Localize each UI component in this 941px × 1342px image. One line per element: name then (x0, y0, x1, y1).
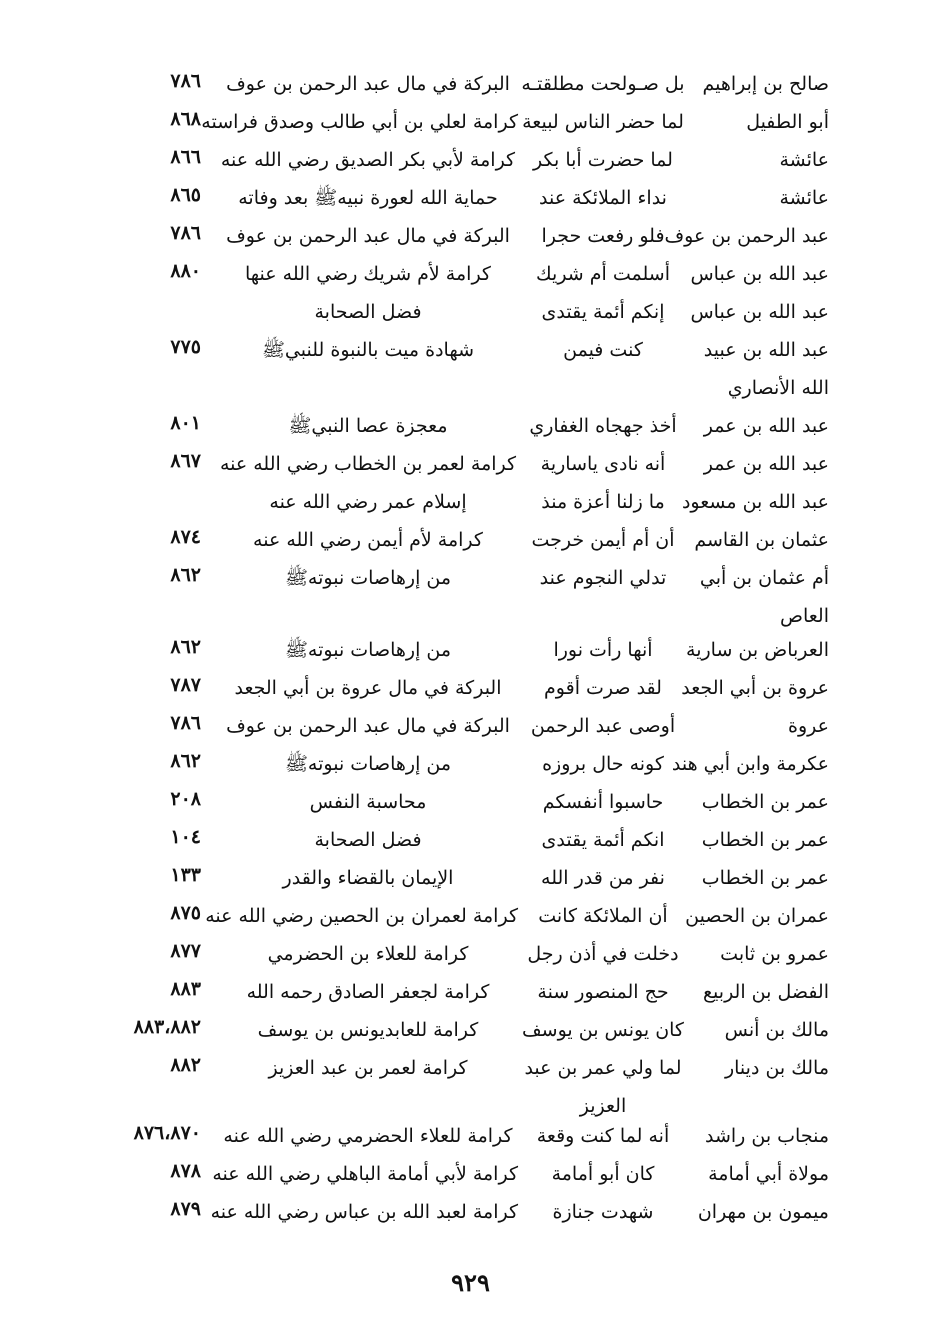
hadith-opening: أسلمت أم شريك (536, 263, 670, 285)
topic-title: كرامة لجعفر الصادق رحمه الله (246, 981, 490, 1003)
index-row (0, 104, 941, 141)
hadith-opening: كان أبو أمامة (551, 1163, 655, 1185)
topic-title: فضل الصحابة (314, 301, 422, 323)
index-row (0, 1194, 941, 1231)
topic-title: البركة في مال عبد الرحمن بن عوف (226, 73, 510, 95)
topic-title: كرامة لعبد الله بن عباس رضي الله عنه (210, 1201, 518, 1223)
hadith-opening: انكم أئمة يقتدى (541, 829, 665, 851)
narrator-name: مالك بن دينار (724, 1057, 829, 1079)
narrator-name: عبد الله بن عباس (690, 263, 829, 285)
index-row (0, 142, 941, 179)
narrator-name: عبد الله بن عمر (703, 453, 829, 475)
topic-title: محاسبة النفس (309, 791, 427, 813)
page-refs: ٨٨٠ (170, 260, 201, 282)
topic-title: الإيمان بالقضاء والقدر (282, 867, 454, 889)
narrator-name: أبو الطفيل (746, 111, 829, 133)
topic-title: كرامة لأم أيمن رضي الله عنه (253, 529, 483, 551)
topic-title: البركة في مال عبد الرحمن بن عوف (226, 225, 510, 247)
narrator-name: عبد الله بن عباس (690, 301, 829, 323)
narrator-name: الفضل بن الربيع (702, 981, 829, 1003)
narrator-name: عثمان بن القاسم (694, 529, 829, 551)
narrator-name: عمر بن الخطاب (701, 791, 829, 813)
page-refs: ٨٠١ (170, 412, 201, 434)
narrator-name: عكرمة وابن أبي هند (671, 753, 829, 775)
index-row (0, 822, 941, 859)
hadith-opening: حاسبوا أنفسكم (542, 791, 664, 813)
topic-title: البركة في مال عبد الرحمن بن عوف (226, 715, 510, 737)
narrator-name: صالح بن إبراهيم (702, 73, 829, 95)
page-refs: ٨٦٧ (170, 450, 201, 472)
index-row (0, 1156, 941, 1193)
index-row (0, 66, 941, 103)
index-row (0, 784, 941, 821)
hadith-opening: فلو رفعت حجرا (541, 225, 665, 247)
topic-title: كرامة لأم شريك رضي الله عنها (245, 263, 491, 285)
narrator-name: عمران بن الحصين (685, 905, 829, 927)
index-row (0, 860, 941, 897)
topic-title: من إرهاصات نبوتهﷺ (284, 639, 452, 661)
index-row (0, 408, 941, 445)
narrator-name: عائشة (779, 149, 829, 171)
page-refs: ٧٨٦ (170, 222, 201, 244)
narrator-name: عبد الله بن مسعود (681, 491, 829, 513)
index-row (0, 974, 941, 1011)
narrator-name: عروة بن أبي الجعد (681, 677, 829, 699)
index-row (0, 370, 941, 407)
page-refs: ٨٨٢ (170, 1054, 201, 1076)
page-refs: ٨٦٨ (170, 108, 201, 130)
index-row (0, 560, 941, 597)
index-row (0, 746, 941, 783)
hadith-opening: ما زلنا أعزة منذ (541, 491, 665, 513)
page-refs: ٧٨٧ (170, 674, 201, 696)
narrator-name: عمر بن الخطاب (701, 867, 829, 889)
narrator-name: منجاب بن راشد (704, 1125, 829, 1147)
index-row (0, 708, 941, 745)
hadith-opening: لما ولي عمر بن عبد (524, 1057, 682, 1079)
index-row (0, 180, 941, 217)
hadith-opening: إنكم أئمة يقتدى (541, 301, 665, 323)
hadith-opening: دخلت في أذن رجل (527, 943, 679, 965)
page-refs: ٧٧٥ (170, 336, 201, 358)
index-row (0, 632, 941, 669)
page-refs: ٨٧٧ (170, 940, 201, 962)
topic-title: إسلام عمر رضي الله عنه (269, 491, 467, 513)
narrator-name: مولاة أبي أمامة (708, 1163, 829, 1185)
index-row (0, 670, 941, 707)
page-refs: ٨٦٢ (170, 750, 201, 772)
topic-title: كرامة للعابديونس بن يوسف (257, 1019, 479, 1041)
narrator-name: عمرو بن ثابت (720, 943, 829, 965)
hadith-opening: تدلي النجوم عند (539, 567, 667, 589)
page-refs: ٨٨٣ (170, 978, 201, 1000)
hadith-opening: لما حضر الناس لبيعة (522, 111, 684, 133)
hadith-opening: أنه لما كنت وقعة (536, 1125, 670, 1147)
index-row (0, 598, 941, 635)
topic-title: كرامة للعلاء الحضرمي رضي الله عنه (223, 1125, 513, 1147)
page-refs: ٨٦٥ (170, 184, 201, 206)
page-refs: ٨٧٥ (170, 902, 201, 924)
narrator-name: العاص (780, 605, 829, 627)
hadith-opening: كنت فيمن (563, 339, 643, 361)
hadith-opening: حج المنصور سنة (537, 981, 669, 1003)
narrator-name: عمر بن الخطاب (701, 829, 829, 851)
index-row (0, 1050, 941, 1087)
index-row (0, 332, 941, 369)
index-row (0, 218, 941, 255)
hadith-opening: كان يونس بن يوسف (522, 1019, 684, 1041)
page-refs: ١٣٣ (170, 864, 201, 886)
index-row (0, 898, 941, 935)
page-refs: ٨٦٢ (170, 636, 201, 658)
index-row (0, 522, 941, 559)
hadith-opening: لقد صرت أقوم (544, 677, 662, 699)
page-refs: ٨٨٣،٨٨٢ (133, 1016, 201, 1038)
hadith-opening: نداء الملائكة عند (539, 187, 667, 209)
topic-title: كرامة لعمر بن الخطاب رضي الله عنه (219, 453, 517, 475)
hadith-opening: أخذ جهجاه الغفاري (529, 415, 677, 437)
narrator-name: عروة (788, 715, 829, 737)
topic-title: حماية الله لعورة نبيهﷺ بعد وفاته (238, 187, 498, 209)
hadith-opening: شهدت جنازة (552, 1201, 654, 1223)
topic-title: كرامة لأبي أمامة الباهلي رضي الله عنه (212, 1163, 518, 1185)
narrator-name: الله الأنصاري (727, 377, 829, 399)
hadith-opening: بل صـولحت مطلقتـه (521, 73, 685, 95)
topic-title: شهادة ميت بالنبوة للنبيﷺ (261, 339, 474, 361)
page-refs: ٨٧٩ (170, 1198, 201, 1220)
index-row (0, 1012, 941, 1049)
hadith-opening: أوصى عبد الرحمن (530, 715, 676, 737)
topic-title: البركة في مال عروة بن أبي الجعد (234, 677, 502, 699)
page-refs: ٧٨٦ (170, 70, 201, 92)
topic-title: من إرهاصات نبوتهﷺ (284, 567, 452, 589)
topic-title: كرامة لعمر بن عبد العزيز (268, 1057, 468, 1079)
narrator-name: ميمون بن مهران (697, 1201, 829, 1223)
page-refs: ٢٠٨ (170, 788, 201, 810)
index-row (0, 936, 941, 973)
narrator-name: عبد الله بن عمر (703, 415, 829, 437)
page-number: ٩٢٩ (451, 1268, 490, 1297)
narrator-name: عبد الرحمن بن عوف (664, 225, 829, 247)
page-refs: ٨٧٨ (170, 1160, 201, 1182)
index-row (0, 484, 941, 521)
page-refs: ٨٦٢ (170, 564, 201, 586)
narrator-name: أم عثمان بن أبي (699, 567, 829, 589)
narrator-name: عائشة (779, 187, 829, 209)
narrator-name: عبد الله بن عبيد (703, 339, 829, 361)
hadith-opening: العزيز (579, 1095, 627, 1117)
topic-title: كرامة لعلي بن أبي طالب وصدق فراسته (201, 111, 518, 133)
hadith-opening: كونه حال بروزه (542, 753, 664, 775)
page-refs: ١٠٤ (170, 826, 201, 848)
topic-title: من إرهاصات نبوتهﷺ (284, 753, 452, 775)
narrator-name: العرباض بن سارية (686, 639, 829, 661)
page-refs: ٧٨٦ (170, 712, 201, 734)
topic-title: كرامة لأبي بكر الصديق رضي الله عنه (220, 149, 516, 171)
index-row (0, 1118, 941, 1155)
topic-title: معجزة عصا النبيﷺ (288, 415, 448, 437)
topic-title: فضل الصحابة (314, 829, 422, 851)
index-row (0, 446, 941, 483)
narrator-name: مالك بن أنس (724, 1019, 829, 1041)
page-refs: ٨٦٦ (170, 146, 201, 168)
hadith-opening: أنه نادى ياسارية (540, 453, 666, 475)
index-row (0, 256, 941, 293)
page-refs: ٨٧٤ (170, 526, 201, 548)
hadith-opening: لما حضرت أبا بكر (533, 149, 673, 171)
topic-title: كرامة للعلاء بن الحضرمي (267, 943, 469, 965)
index-row (0, 294, 941, 331)
hadith-opening: أن الملائكة كانت (538, 905, 668, 927)
hadith-opening: نفر من قدر الله (541, 867, 665, 889)
hadith-opening: أن أم أيمن خرجت (531, 529, 675, 551)
page-refs: ٨٧٦،٨٧٠ (133, 1122, 201, 1144)
topic-title: كرامة لعمران بن الحصين رضي الله عنه (205, 905, 518, 927)
hadith-opening: أنها رأت نورا (553, 639, 653, 661)
